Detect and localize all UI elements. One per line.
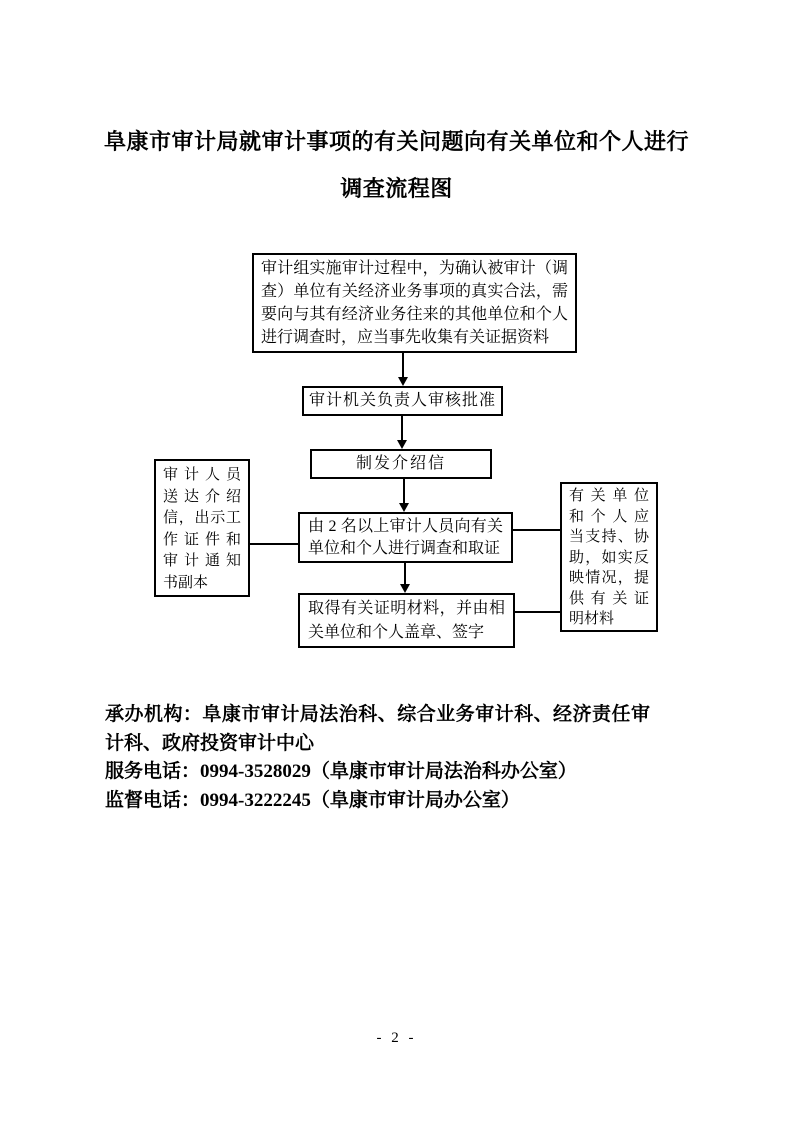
arrow-down-icon [404, 563, 406, 584]
flow-step-issue-letter: 制发介绍信 [310, 449, 492, 479]
contact-service-phone: 服务电话：0994-3528029（阜康市审计局法治科办公室） [105, 761, 577, 782]
note-line: 明材料 [569, 611, 615, 627]
contact-agency: 承办机构：阜康市审计局法治科、综合业务审计科、经济责任审计科、政府投资审计中心 [105, 704, 650, 754]
connector-line [513, 529, 560, 531]
note-line: 映情况，提 [569, 570, 649, 586]
flow-step-obtain-materials: 取得有关证明材料，并由相关单位和个人盖章、签字 [298, 593, 515, 648]
note-line: 审计人员 [163, 467, 241, 483]
connector-line [515, 611, 560, 613]
arrow-down-icon [402, 353, 404, 377]
note-line: 助，如实反 [569, 549, 649, 566]
flow-step-investigate: 由 2 名以上审计人员向有关单位和个人进行调查和取证 [298, 512, 513, 563]
flow-step-approval: 审计机关负责人审核批准 [302, 386, 503, 416]
arrow-down-icon [403, 479, 405, 503]
flow-step-collect-evidence: 审计组实施审计过程中，为确认被审计（调查）单位有关经济业务事项的真实合法，需要向与其有经济业务往来的其他单位和个人进行调查时，应当事先收集有关证据资料 [252, 253, 577, 353]
note-line: 审计通知 [163, 553, 241, 569]
note-line: 供有关证 [569, 590, 649, 607]
contact-info [105, 701, 650, 815]
note-line: 和个人应 [569, 508, 649, 525]
contact-supervision-phone: 监督电话：0994-3222245（阜康市审计局办公室） [105, 789, 520, 811]
note-line: 书副本 [163, 574, 209, 591]
note-line: 有关单位 [569, 488, 649, 504]
note-line: 信，出示工 [163, 510, 241, 526]
note-line: 送达介绍 [163, 488, 241, 505]
connector-line [250, 543, 298, 545]
note-line: 作证件和 [163, 531, 241, 548]
page-title: 阜康市审计局就审计事项的有关问题向有关单位和个人进行调查流程图 [103, 129, 689, 201]
note-line: 当支持、协 [569, 529, 649, 545]
flow-note-auditor-duties [154, 459, 250, 597]
arrow-down-icon [401, 416, 403, 440]
flow-note-unit-obligations [560, 482, 658, 632]
page-number: - 2 - [376, 1030, 417, 1046]
